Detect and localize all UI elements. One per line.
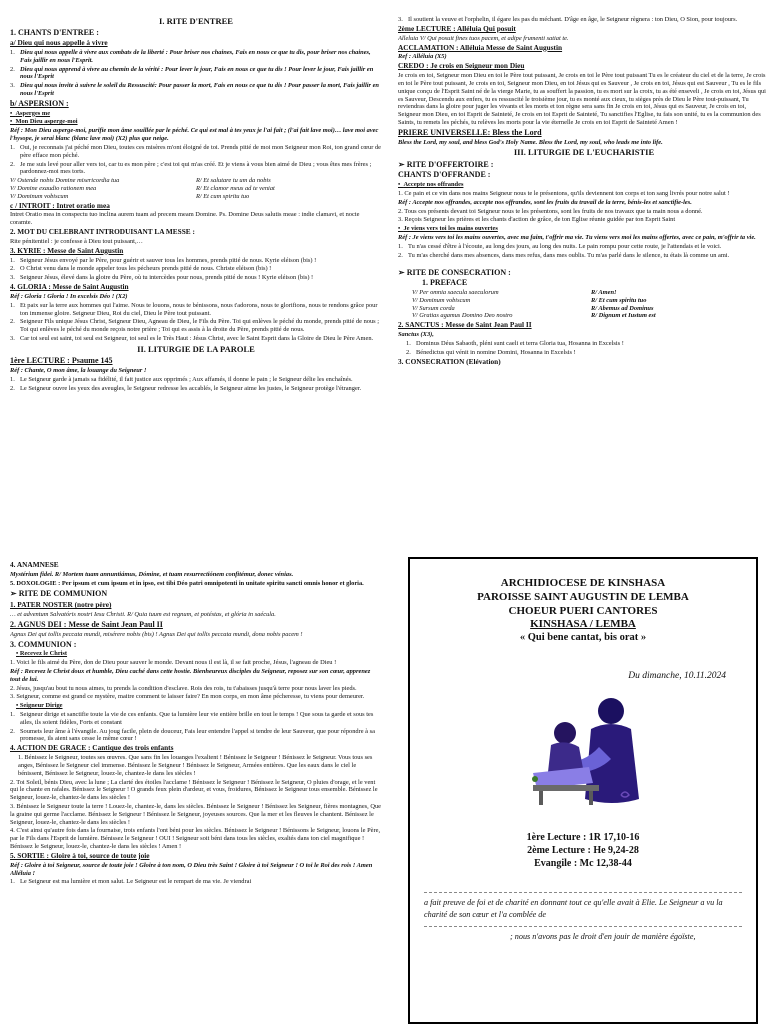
list-item: 2. Le Seigneur ouvre les yeux des aveugles, le Seigneur redresse les accablés, le Seigneur aime les justes, le Seigneur protège l'étranger. <box>10 384 362 392</box>
anamnese-title: 4. ANAMNESE <box>10 560 59 569</box>
seigneur-dirige-bullet: • Seigneur Dirige <box>16 702 63 710</box>
preface-row: V/ Dominum vobiscum R/ Et cum spiritu tuo <box>412 296 647 304</box>
consecration-title: 3. CONSECRATION (Elévation) <box>398 356 501 366</box>
list-item: 1. Le Seigneur garde à jamais sa fidélité, il fait justice aux opprimés ; Aux affamés, il donne le pain ; le Seigneur délie les enchaînés. <box>10 375 353 383</box>
lecture2-title: 2ème LECTURE : Alléluia Qui posuit <box>398 23 516 33</box>
psalm-refrain: Réf : Chante, O mon âme, la louange du Seigneur ! <box>10 366 147 374</box>
list-item: 1. Tu n'as cessé d'être à l'écoute, au long des jours, au long des nuits. Le pain rompu pour cette route, je l'attendais et le voici. <box>398 242 722 250</box>
aspersion-bullet: • Mon Dieu asperge-moi <box>10 118 78 126</box>
action-grace-verse: 1. Bénissez le Seigneur, toutes ses œuvres. Que sans fin les louanges l'exaltent ! Bénissez le Seigneur ! Bénissez le Seigneur. Vous tous ses anges, Bénissez le Seigneur ciel immense. Bénissez le Seigneur ! Bénissez le Seigneur, Armées entières. Que les eaux dans le ciel le bénissent, Bénissez le Seigneur, louez-le, chantez-le dans les siècles ! <box>18 754 373 777</box>
paroisse-line: PAROISSE SAINT AUGUSTIN DE LEMBA <box>477 590 689 603</box>
gloria-refrain: Réf : Gloria ! Gloria ! In excelsis Déo ! (X2) <box>10 293 128 300</box>
cover-header <box>410 577 756 632</box>
sanctus-list <box>398 340 768 357</box>
list-item: 1. Dieu qui nous appelle à vivre aux combats de la liberté : Pour briser nos chaines, Fais en nous ce que tu dis, pour briser nos chaines, Fais jaillir en nous l'Esprit. <box>10 49 371 64</box>
latin-versicle-row: V/ Dominum vobiscum R/ Et cum spiritu tuo <box>10 192 250 200</box>
chant-a-title: a/ Dieu qui nous appelle à vivre <box>10 38 108 48</box>
rite-communion-heading: ➢ RITE DE COMMUNION <box>10 588 108 598</box>
sortie-title: 5. SORTIE : Gloire à toi, source de toute joie <box>10 850 150 860</box>
liturgie-parole-heading: II. LITURGIE DE LA PAROLE <box>137 343 255 354</box>
list-item: 1. Et paix sur la terre aux hommes qui l'aime. Nous te louons, nous te bénissons, nous t'adorons, nous te glorifions, nous te rendons grâce pour ton immense gloire. Seigneur Dieu, Roi du ciel, Dieu le Père tout puissant. <box>10 301 378 317</box>
anamnese-text: Mystérium fidei. R/ Mortem tuam annuntiámus, Dómine, et tuam resurrectiónem confitémur, donec vénias. <box>10 570 294 578</box>
reading-1: 1ère Lecture : 1R 17,10-16 <box>526 832 640 843</box>
booklet-page-3 <box>10 560 382 1024</box>
booklet-page-2 <box>398 16 768 516</box>
archidiocese-line: ARCHIDIOCESE DE KINSHASA <box>500 577 666 589</box>
latin-versicle-row: V/ Ostende nobis Domine misericordia tua R/ Et salutare tu um da nobis <box>10 177 271 185</box>
chant-a-list <box>10 49 382 98</box>
list-item: 3. Car toi seul est saint, toi seul est Seigneur, toi seul es le Très Haut : Jésus Christ, avec le Saint Esprit dans la Gloire de Dieu le Père Amen. <box>10 335 374 343</box>
viens-bullet: • Je viens vers toi les mains ouvertes <box>398 225 498 233</box>
aspersion-refrain: Réf : Mon Dieu asperge-moi, purifie mon âme souillée par le péché. Ce qui est mal à tes yeux je l'ai fait ; (l'ai fait lave moi)… lave moi avec l'hysope, je serai blanc (blanc lave moi) (X2) plus que neige. <box>10 127 379 143</box>
action-grace-verse: 3. Bénissez le Seigneur toute la terre ! Louez-le, chantez-le, dans les siècles. Bénissez le Seigneur ! Bénissez les Seigneur, fières montagnes, Que la graine qui germe l'acclame. Bénissez le Seigneur ! Bénissez le Seigneur, joyeuses sources. Que la mer et les fleuves le chantent. Bénissez le Seigneur, louez-le, chantez-le dans les siècles ! <box>10 802 381 826</box>
list-item: 2. Je me suis levé pour aller vers toi, car tu es mon père ; c'est toi qui m'as créé. Et je viens à vous bien aimé de Dieu ; vous êtes mes frères ; pardonnez-moi mes torts. <box>10 160 372 176</box>
credo-title: CREDO : Je crois en Seigneur mon Dieu <box>398 61 525 71</box>
communion-title: 3. COMMUNION : <box>10 639 77 649</box>
mass-date: Du dimanche, 10.11.2024 <box>628 671 726 681</box>
list-item: 2. Dieu qui nous apprend à vivre au chemin de la vérité : Pour lever le jour, Fais en nous ce que tu dis ! Pour lever le jour, Fais jaillir en nous l'Esprit <box>10 65 374 81</box>
list-item: 2. O Christ venu dans le monde appeler tous les pécheurs prends pitié de nous. Christe eléison (bis) ! <box>10 265 272 273</box>
kyrie-title: 3. KYRIE : Messe de Saint Augustin <box>10 245 124 255</box>
aspersion-list <box>10 144 382 176</box>
viens-refrain: Réf : Je viens vers toi les mains ouvertes, avec ma faim, t'offrir ma vie. Tu viens vers moi les mains offertes, avec ce pain, m'offrir ta vie. <box>398 234 756 242</box>
rite-penitentiel: Rite pénitentiel : je confesse à Dieu tout puissant,… <box>10 237 143 245</box>
rite-consecration-heading: ➢ RITE DE CONSECRATION : <box>398 267 511 277</box>
rite-entree-heading: I. RITE D'ENTREE <box>159 16 233 26</box>
sortie-list <box>10 878 382 886</box>
choir-motto: « Qui bene cantat, bis orat » <box>519 632 647 643</box>
list-item: 1. Oui, je reconnais j'ai péché mon Dieu, toutes ces misères m'ont éloigné de toi. Prends pitié de moi mon Seigneur mon Roi, ton grand cœur de père efface mon péché. <box>10 143 381 159</box>
preface-row: V/ Gratias agamus Domino Deo nostro R/ Dignum et Iustum est <box>412 312 656 320</box>
sortie-refrain: Réf : Gloire à toi Seigneur, source de toute joie ! Gloire à ton nom, O Dieu très Saint ! Gloire à toi Seigneur ! O toi le Roi des rois ! Amen Alléluia ! <box>10 861 373 877</box>
divider <box>424 892 742 893</box>
list-item: 2. Soumets leur âme à l'évangile. Au joug facile, plein de douceur, Fais leur entendre l'appel si tendre de leur Sauveur, que pour répondre à sa promesse, ils aient sans cesse le même cœur ! <box>10 727 375 743</box>
introit-title: c / INTROIT : Intret oratio mea <box>10 200 110 210</box>
action-grace-title: 4. ACTION DE GRACE : Cantique des trois enfants <box>10 743 174 753</box>
city-line: KINSHASA / LEMBA <box>530 618 636 631</box>
list-item: 1. Seigneur dirige et sanctifie toute la vie de ces enfants. Que ta lumière leur vie entière brille en tout le temps ! Que sous ta garde et sous tes ailes, ils soient fidèles, Forts et constant <box>10 710 374 726</box>
aspersion-heading: b/ ASPERSION : <box>10 98 69 108</box>
offrande-verse: 3. Reçois Seigneur les prières et les chants d'action de grâce, de ton Eglise réunie guidée par ton Esprit Saint <box>398 216 676 224</box>
agnus-title: 2. AGNUS DEI : Messe de Saint Jean Paul II <box>10 619 163 629</box>
offrande-verse: 2. Tous ces présents devant toi Seigneur nous te les présentons, sont les fruits de nos travaux que ta main nous a donné. <box>398 207 703 215</box>
cover-illustration <box>410 689 756 817</box>
gospel-reading: Evangile : Mc 12,38-44 <box>534 858 632 869</box>
list-item: 3. Dieu qui nous invite à suivre le soleil du Ressuscité: Pour passer la mort, Fais en nous ce que tu dis ! Pour passer la mort, Fais jaillir en nous l'Esprit <box>10 82 379 98</box>
recevez-verse: 1. Voici le fils aimé du Père, don de Dieu pour sauver le monde. Devant nous il est là, il se fait proche, Jésus, l'agneau de Dieu ! <box>10 659 337 667</box>
chants-offrande-heading: CHANTS D'OFFRANDE : <box>398 170 491 180</box>
acclamation-refrain: Ref : Alléluia (X5) <box>398 53 447 61</box>
rite-offertoire-heading: ➢ RITE D'OFFERTOIRE : <box>398 159 494 169</box>
offrande-verse: 1. Ce pain et ce vin dans nos mains Seigneur nous te le présentons, qu'ils deviennent ton corps et ton sang livrés pour notre salut ! <box>398 190 730 198</box>
latin-versicle-row: V/ Domine exaudio rationem mea R/ Et clamor meus ad te veniat <box>10 184 275 192</box>
list-item: 2. Seigneur Fils unique Jésus Christ, Seigneur Dieu, Agneau de Dieu, le Fils du Père. Toi qui enlèves le péché du monde, prends pitié de nous ; Toi qui enlèves le péché du monde reçois notre prière ; Toi qui es assis à la droite du Père, prends pitié de nous. <box>10 318 380 334</box>
preface-heading: 1. PREFACE <box>422 278 468 288</box>
chants-entree-heading: 1. CHANTS D'ENTREE : <box>10 28 99 38</box>
acclamation-title: ACCLAMATION : Alléluia Messe de Saint Augustin <box>398 42 563 52</box>
list-item: 1. Le Seigneur est ma lumière et mon salut. Le Seigneur est le rempart de ma vie. Je viendrai <box>10 878 252 886</box>
offrande-refrain: Réf : Accepte nos offrandes, accepte nos offrandes, sont les fruits du travail de la terre, bénis-les et sanctifie-les. <box>398 198 692 206</box>
lecture2-latin: Alleluia V/ Qui posuit fines tuos pacem, et adipe frumenti satiat te. <box>398 34 569 42</box>
widow-offering-illustration <box>503 689 663 817</box>
homily-excerpt-2: ; nous n'avons pas le droit d'en jouir de manière égoïste, <box>510 931 696 941</box>
liturgie-eucharistie-heading: III. LITURGIE DE L'EUCHARISTIE <box>513 147 655 158</box>
recevez-refrain: Réf : Recevez le Christ doux et humble, Dieu caché dans cette hostie. Bienheureux disciples du Seigneur, reposez sur son cœur, apprenez tout de lui. <box>10 667 371 683</box>
aspersion-bullet: • Asperges me <box>10 109 51 117</box>
psalm-list <box>10 376 382 393</box>
credo-text: Je crois en toi, Seigneur mon Dieu en toi le Père tout puissant, Je crois en toi le Père tout puissant Tu es le créateur du ciel et de la terre, Je crois en toi le Père tout puissant, Je crois en toi, Seigneur mon Dieu, en toi Jésus qui es Sauveur , Je crois en toi, Jésus qui est Sauveur , Tu es le fils unique conçu de l'Esprit Saint né de la vierge Marie, tu as souffert la passion, tu es mort sur la croix, tu as été enseveli , Je crois en toi, Jésus qui es Sauveur, Descendu aux enfers, tu es ressuscité le troisième jour, tu es monté aux cieux, tu sièges près de Dieu le Père tout-puissant, Tu reviendras dans la gloire pour juger les vivants et les morts et ton règne sera sans fin Je crois en toi, Jésus qui es Sauveur, Je crois en toi, Seigneur mon Dieu, en toi Esprit de Sainteté, Je crois en toi Esprit de Sainteté, Tu sanctifies l'Eglise, tu fais son unité, tu es la communion des Saints, tu remets les péchés, tu relèves les morts pour la vie éternelle Je crois en toi Esprit de Sainteté Amen ! <box>398 72 766 126</box>
booklet-page-1 <box>10 16 382 516</box>
list-item: 1. Seigneur Jésus envoyé par le Père, pour guérir et sauver tous les hommes, prends pitié de nous. Kyrie eléison (bis) ! <box>10 256 317 264</box>
pater-title: 1. PATER NOSTER (notre père) <box>10 600 112 610</box>
gloria-title: 4. GLORIA : Messe de Saint Augustin <box>10 282 129 292</box>
priere-universelle-title: PRIERE UNIVERSELLE: Bless the Lord <box>398 127 542 137</box>
priere-universelle-text: Bless the Lord, my soul, and bless God's Holy Name. Bless the Lord, my soul, who leads me into life. <box>398 138 663 146</box>
doxologie-text: 5. DOXOLOGIE : Per ipsum et cum ipsum et in ipso, est tibi Déo patri omnipotenti in unitate spiritu sancti omnis honor et gloria. <box>10 579 364 587</box>
kyrie-list <box>10 257 382 282</box>
recevez-verse: 2. Jésus, jusqu'au bout tu nous aimes, tu prends la condition d'esclave. Rois des rois, tu t'abaisses jusqu'à terre pour nous laver les pieds. <box>10 684 357 692</box>
preface-row: V/ Sursum corda R/ Abemus ad Dominus <box>412 304 654 312</box>
pater-text: … et adventum Salvatóris nostri Iesu Christi. R/ Quia tuum est regnum, et potéstas, et glória in saécula. <box>10 611 276 619</box>
homily-excerpt-1: a fait preuve de foi et de charité en donnant tout ce qu'elle avait à Elie. Le Seigneur a vu la charité de son cœur et l'a comblée de <box>424 898 723 920</box>
list-item: 2. Tu m'as cherché dans mes absences, dans mes refus, dans mes oublis. Tu m'as parlé dans le silence, tu étais là comme un ami. <box>398 251 730 259</box>
list-item: 1. Dominus Déus Sabaoth, pléni sunt caeli et terra Gloria tua, Hosanna in Excelsis ! <box>406 339 624 347</box>
lecture1-title: 1ère LECTURE : Psaume 145 <box>10 356 113 366</box>
recevez-bullet: • Recevez le Christ <box>16 650 68 658</box>
sanctus-title: 2. SANCTUS : Messe de Saint Jean Paul II <box>398 320 532 330</box>
cover-page <box>408 557 758 1024</box>
offrande-bullet: • Accepte nos offrandes <box>398 181 464 189</box>
seigneur-dirige-list <box>10 711 382 743</box>
list-item: 3. Il soutient la veuve et l'orphelin, il égare les pas du méchant. D'âge en âge, le Seigneur règnera : ton Dieu, O Sion, pour toujours. <box>398 16 738 23</box>
recevez-verse: 3. Seigneur, comme est grand ce mystère, maitre comment te laisser faire? En mon corps, en mon âme pécheresse, tu viens pour demeurer. <box>10 693 365 701</box>
viens-list <box>398 243 768 260</box>
readings-block <box>410 831 756 870</box>
mot-celebrant: 2. MOT DU CELEBRANT INTRODUISANT LA MESSE : <box>10 227 195 237</box>
list-item: 3. Seigneur Jésus, élevé dans la gloire du Père, où tu intercèdes pour nous, prends pitié de nous ! Kyrie eléison (bis) ! <box>10 274 314 282</box>
list-item: 2. Bénedictus qui vénit in nomine Domini, Hosanna in Excelsis ! <box>406 348 576 356</box>
action-grace-verse: 4. C'est ainsi qu'autre fois dans la fournaise, trois enfants l'ont béni pour les siècles. Bénissez le Seigneur ! Bénissons le Seigneur, louons le Père, par le Fils dans l'Esprit de lumière. Bénissez le Seigneur ! OUI ! Seigneur soit béni dans tous les siècles, exaltés dans ton ciel magnifique ! Bénissez le Seigneur, louez-le, chantez-le dans les siècles ! Amen ! <box>10 827 381 851</box>
reading-2: 2ème Lecture : He 9,24-28 <box>527 845 639 856</box>
gloria-list <box>10 302 382 343</box>
psalm-list-continued <box>398 16 768 24</box>
preface-row: V/ Per omnia saecula saeculorum R/ Amen! <box>412 289 617 297</box>
agnus-text: Agnus Dei qui tollis peccata mundi, misérere nobis (bis) ! Agnus Dei qui tollis peccata mundi, dona nobis pacem ! <box>10 630 303 638</box>
action-grace-verse: 2. Toi Soleil, bénis Dieu, avec la lune ; La clarté des étoiles l'acclame ! Bénissez le Seigneur ! Bénissez le Seigneur, O pluies d'orage, et le vent qui le chante en rafales. Bénissez le Seigneur ! O grands feux plein d'ardeur, et vous, froidures, Bénissez le Seigneur tous ensemble. Bénissez le Seigneur, louez-le, chantez-le dans les siècles ! <box>10 778 378 802</box>
choeur-line: CHOEUR PUERI CANTORES <box>508 604 658 617</box>
introit-text: Intret Oratio mea in conspectu tuo inclina aurem tuam ad precem meam Domine. Ps. Domine Deus salutis meae : indie clamavi, et nocte coramte. <box>10 211 360 227</box>
sanctus-x3: Sanctus (X3), <box>398 331 434 339</box>
divider <box>424 926 742 927</box>
